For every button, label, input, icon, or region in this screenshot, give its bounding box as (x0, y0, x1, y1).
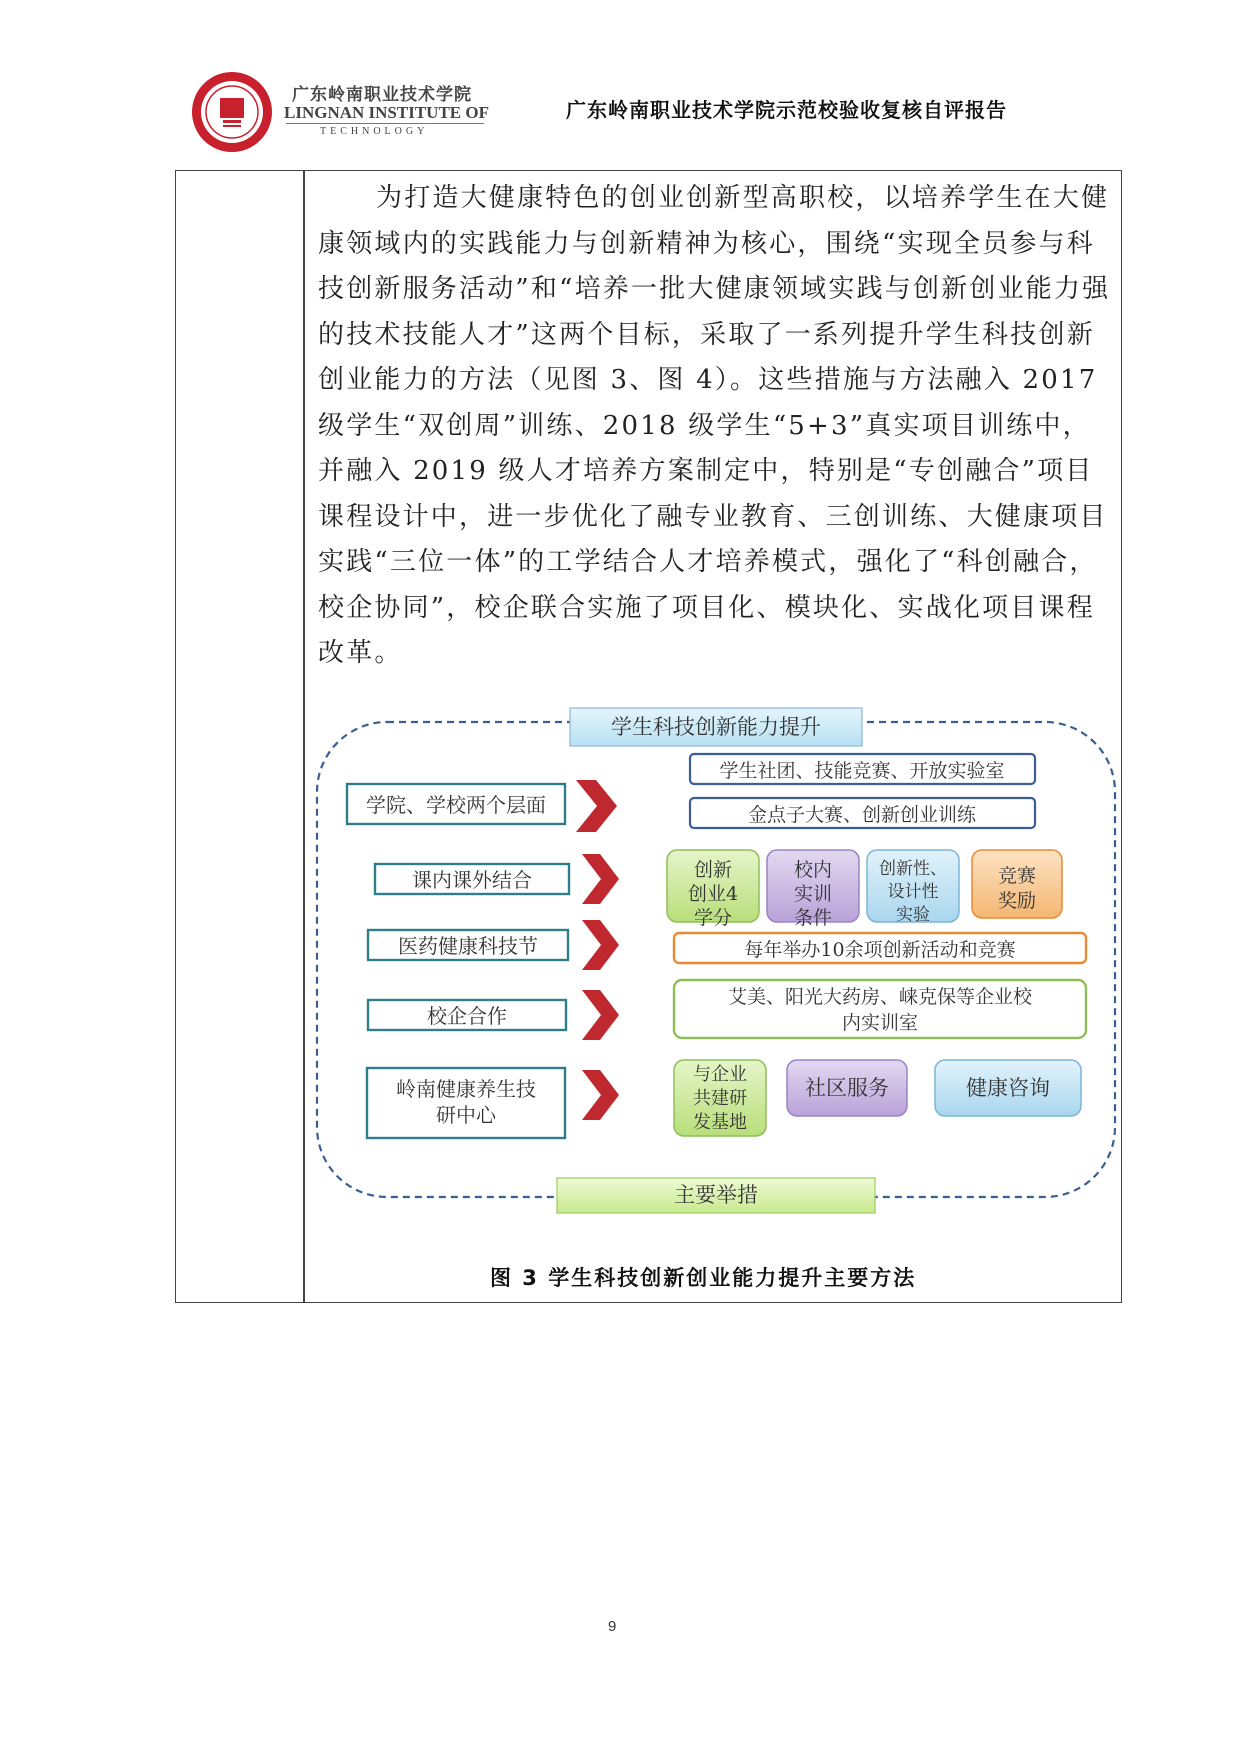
tile-awards-label: 竞赛奖励 (997, 865, 1037, 912)
institute-name-en-line2: TECHNOLOGY (320, 126, 429, 137)
figure-caption: 图 3 学生科技创新创业能力提升主要方法 (490, 1266, 917, 1290)
left-label-festival: 医药健康科技节 (398, 934, 538, 958)
tile-training-label: 校内实训条件 (793, 859, 833, 929)
right-label-labs: 艾美、阳光大药房、崃克保等企业校内实训室 (727, 986, 1033, 1034)
body-text (318, 176, 1113, 677)
left-label-enterprise: 校企合作 (427, 1004, 507, 1028)
row-levels (347, 754, 1035, 832)
figure-3-diagram (312, 702, 1122, 1222)
top-banner (570, 708, 862, 746)
left-label-curricular: 课内课外结合 (412, 868, 532, 892)
document-title: 广东岭南职业技术学院示范校验收复核自评报告 (566, 98, 1007, 122)
institute-name-en-line1: LINGNAN INSTITUTE OF (284, 103, 489, 122)
body-paragraph: 为打造大健康特色的创业创新型高职校，以培养学生在大健康领域内的实践能力与创新精神为核心，围绕“实现全员参与科技创新服务活动”和“培养一批大健康领域实践与创新创业能力强的技术技能人才”这两个目标，采取了一系列提升学生科技创新创业能力的方法（见图 3、图 4）。这些措施与方法融入 2017 级学生“双创周”训练、2018 级学生“5+3”真实项目训练中，并融入 2019 级人才培养方案制定中，特别是“专创融合”项目课程设计中，进一步优化了融专业教育、三创训练、大健康项目实践“三位一体”的工学结合人才培养模式，强化了“科创融合，校企协同”，校企联合实施了项目化、模块化、实战化项目课程改革。 (318, 183, 1111, 668)
institute-seal-logo (190, 70, 274, 154)
top-banner-label: 学生科技创新能力提升 (611, 715, 821, 739)
row-research-center (367, 1060, 1081, 1138)
chevron-right-icon (576, 780, 617, 832)
tile-credits-label: 创新创业4 学分 (687, 859, 739, 929)
row-curricular (375, 850, 1062, 929)
tile-community-label: 社区服务 (805, 1076, 889, 1100)
chevron-right-icon (582, 854, 619, 904)
tile-experiments-label: 创新性、设计性实验 (879, 859, 947, 925)
tile-rd-base-label: 与企业共建研发基地 (693, 1064, 747, 1133)
bottom-banner-label: 主要举措 (674, 1183, 758, 1207)
institute-name-cn: 广东岭南职业技术学院 (292, 85, 472, 105)
table-column-divider (303, 170, 305, 1303)
right-label-activities: 每年举办10余项创新活动和竞赛 (744, 939, 1016, 961)
left-label-levels: 学院、学校两个层面 (366, 793, 546, 817)
right-label-clubs: 学生社团、技能竞赛、开放实验室 (719, 760, 1005, 782)
page-number: 9 (608, 1618, 617, 1635)
chevron-right-icon (582, 990, 619, 1040)
row-enterprise (368, 980, 1086, 1040)
tile-consult-label: 健康咨询 (966, 1076, 1050, 1100)
chevron-right-icon (582, 920, 619, 970)
left-label-research-center: 岭南健康养生技研中心 (396, 1077, 536, 1127)
bottom-banner (557, 1178, 875, 1213)
right-label-ideas: 金点子大赛、创新创业训练 (747, 804, 977, 826)
chevron-right-icon (582, 1070, 619, 1120)
logo-divider (286, 123, 484, 124)
